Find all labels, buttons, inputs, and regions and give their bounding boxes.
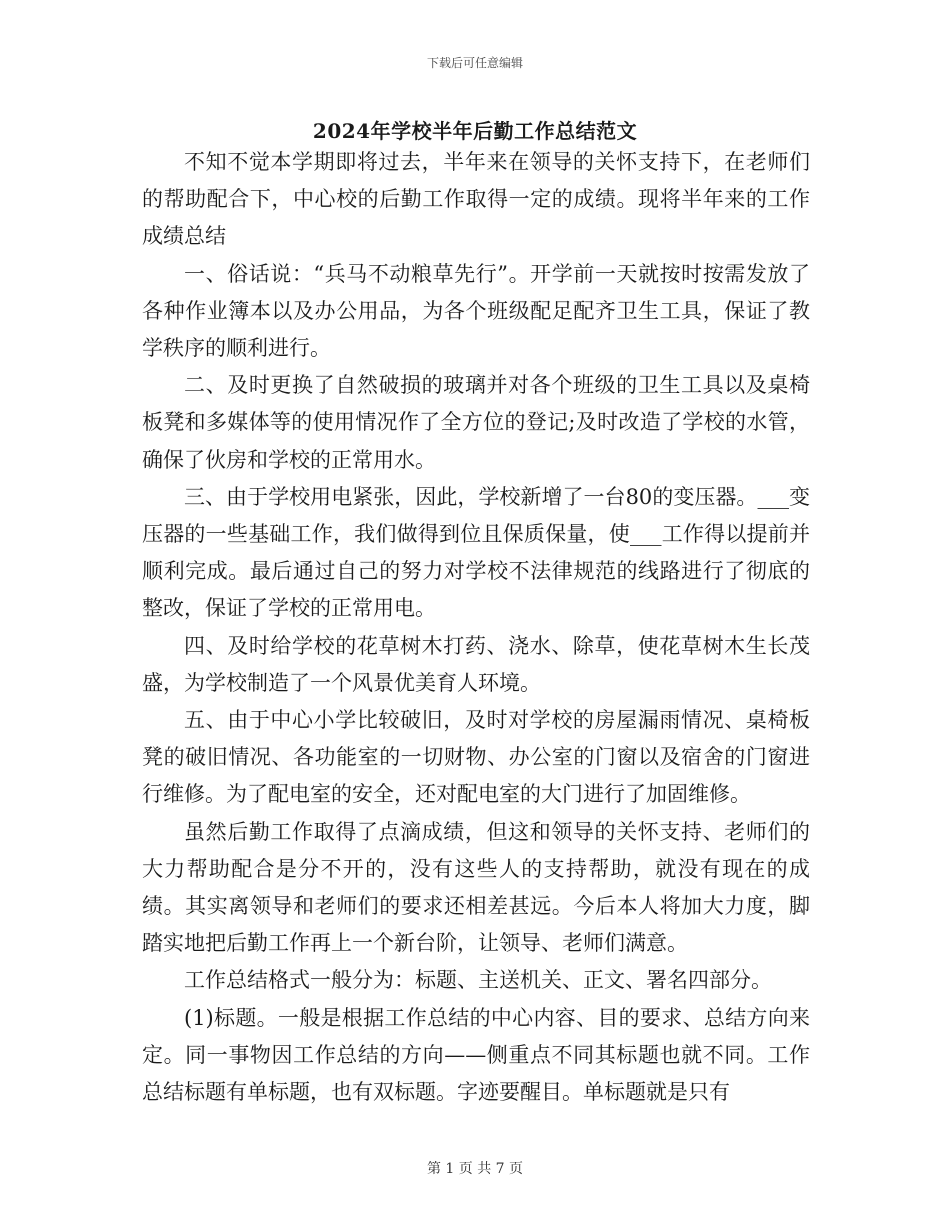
page-number: 第 1 页 共 7 页 [426, 1161, 524, 1177]
paragraph: (1)标题。一般是根据工作总结的中心内容、目的要求、总结方向来定。同一事物因工作总结的方向——侧重点不同其标题也就不同。工作总结标题有单标题，也有双标题。字迹要醒目。单标题就是只有 [142, 1005, 810, 1105]
paragraph: 一、俗话说：“兵马不动粮草先行”。开学前一天就按时按需发放了各种作业簿本以及办公用品，为各个班级配足配齐卫生工具，保证了教学秩序的顺利进行。 [142, 261, 810, 361]
paragraph: 二、及时更换了自然破损的玻璃并对各个班级的卫生工具以及桌椅板凳和多媒体等的使用情况作了全方位的登记;及时改造了学校的水管，确保了伙房和学校的正常用水。 [142, 373, 810, 472]
paragraph: 五、由于中心小学比较破旧，及时对学校的房屋漏雨情况、桌椅板凳的破旧情况、各功能室的一切财物、办公室的门窗以及宿舍的门窗进行维修。为了配电室的安全，还对配电室的大门进行了加固维修。 [142, 708, 810, 807]
paragraph: 三、由于学校用电紧张，因此，学校新增了一台80的变压器。___变压器的一些基础工作，我们做得到位且保质保量，使___工作得以提前并顺利完成。最后通过自己的努力对学校不法律规范的线路进行了彻底的整改，保证了学校的正常用电。 [142, 484, 810, 621]
header-note: 下载后可任意编辑 [426, 56, 523, 70]
document-body [142, 144, 810, 1111]
paragraph: 工作总结格式一般分为：标题、主送机关、正文、署名四部分。 [184, 968, 772, 993]
paragraph: 四、及时给学校的花草树木打药、浇水、除草，使花草树木生长茂盛，为学校制造了一个风景优美育人环境。 [142, 633, 810, 695]
document-title: 2024年学校半年后勤工作总结范文 [312, 119, 638, 143]
paragraph: 虽然后勤工作取得了点滴成绩，但这和领导的关怀支持、老师们的大力帮助配合是分不开的，没有这些人的支持帮助，就没有现在的成绩。其实离领导和老师们的要求还相差甚远。今后本人将加大力度，脚踏实地把后勤工作再上一个新台阶，让领导、老师们满意。 [142, 819, 810, 956]
paragraph: 不知不觉本学期即将过去，半年来在领导的关怀支持下，在老师们的帮助配合下，中心校的后勤工作取得一定的成绩。现将半年来的工作成绩总结 [142, 150, 810, 249]
